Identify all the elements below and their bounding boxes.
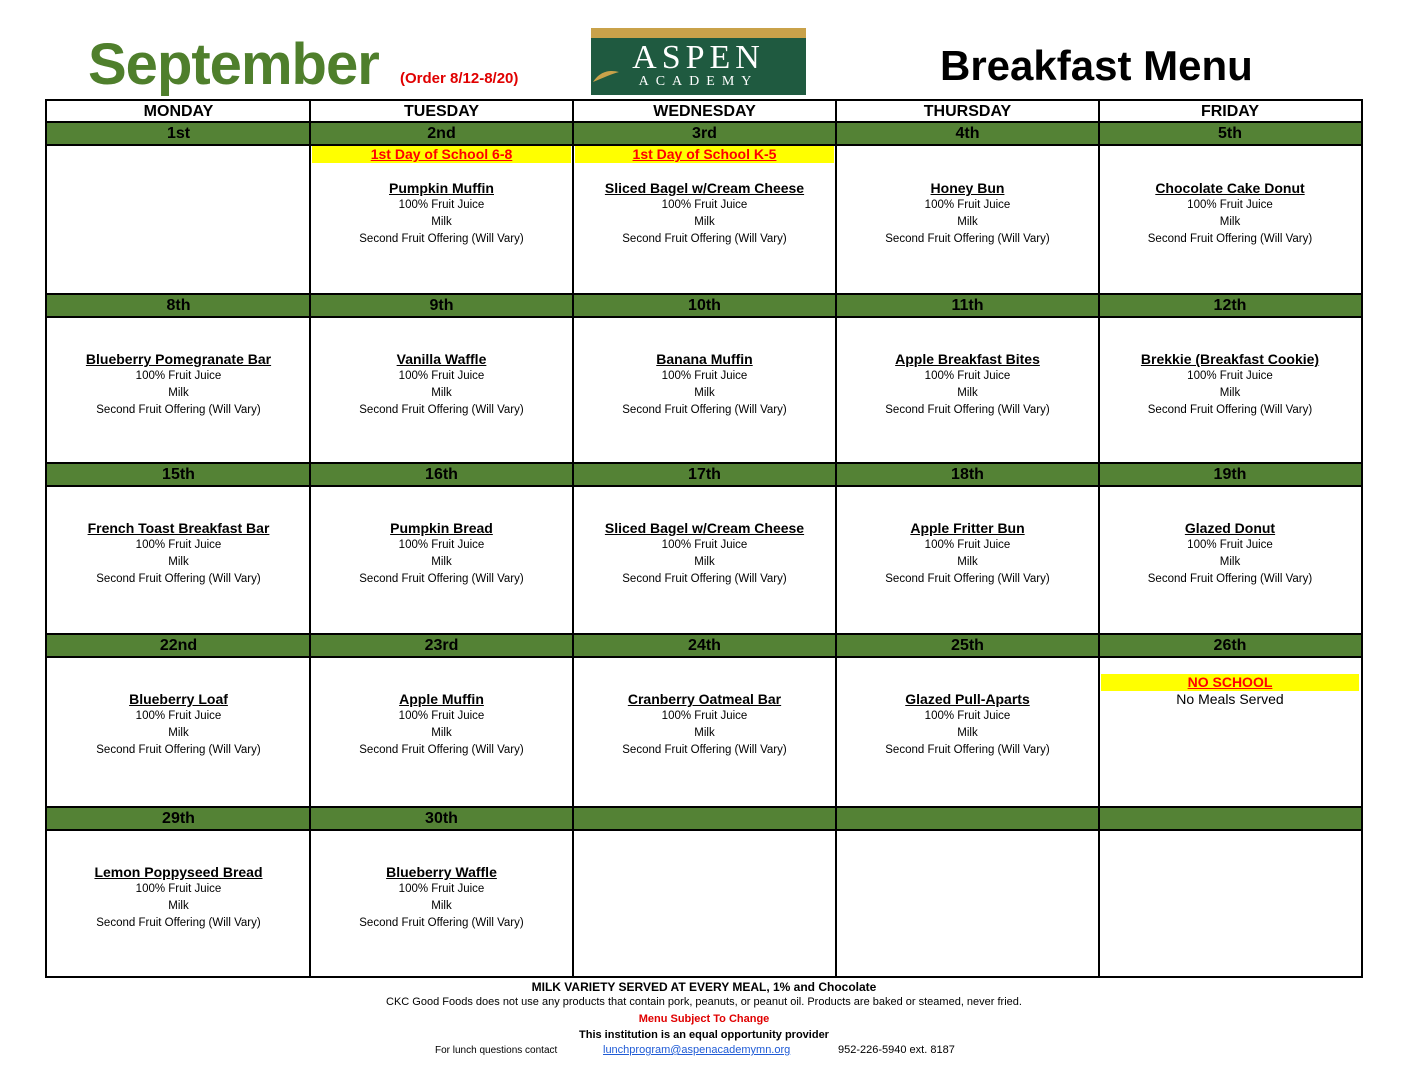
menu-side-item: Second Fruit Offering (Will Vary) — [359, 917, 524, 929]
menu-side-item: Second Fruit Offering (Will Vary) — [359, 233, 524, 245]
no-meals-note: No Meals Served — [1176, 691, 1284, 707]
menu-cell — [836, 831, 1099, 976]
logo-text-aspen: ASPEN — [632, 39, 765, 76]
menu-item-name: Glazed Donut — [1184, 520, 1276, 536]
menu-side-item: Milk — [694, 216, 715, 228]
contact-phone: 952-226-5940 ext. 8187 — [838, 1044, 955, 1056]
menu-cell — [47, 318, 310, 462]
grid-line — [1098, 101, 1100, 976]
equal-opportunity-note: This institution is an equal opportunity provider — [579, 1029, 829, 1041]
menu-side-item: Second Fruit Offering (Will Vary) — [359, 573, 524, 585]
menu-cell — [1099, 146, 1361, 293]
menu-change-note: Menu Subject To Change — [638, 1013, 770, 1025]
menu-side-item: 100% Fruit Juice — [135, 883, 222, 895]
menu-side-item: 100% Fruit Juice — [135, 370, 222, 382]
menu-side-item: Milk — [957, 556, 978, 568]
menu-side-item: Milk — [957, 216, 978, 228]
special-day-banner: 1st Day of School K-5 — [575, 146, 834, 163]
logo-gold-band — [591, 28, 806, 38]
menu-side-item: 100% Fruit Juice — [1187, 539, 1273, 551]
menu-side-item: Milk — [694, 387, 715, 399]
menu-item-name: Honey Bun — [930, 180, 1005, 196]
day-header-wednesday: WEDNESDAY — [653, 103, 756, 120]
menu-side-item: Second Fruit Offering (Will Vary) — [1147, 404, 1313, 416]
menu-cell — [47, 658, 310, 806]
menu-cell — [836, 658, 1099, 806]
calendar-grid — [45, 99, 1363, 978]
menu-item-name: French Toast Breakfast Bar — [87, 520, 270, 536]
menu-side-item: Second Fruit Offering (Will Vary) — [96, 917, 261, 929]
menu-item-name: Vanilla Waffle — [396, 351, 487, 367]
date-label: 24th — [573, 635, 836, 656]
allergen-disclaimer: CKC Good Foods does not use any products that contain pork, peanuts, or peanut oil. Products are baked or steamed, never fried. — [386, 996, 1022, 1008]
menu-side-item: 100% Fruit Juice — [398, 370, 485, 382]
menu-cell — [310, 318, 573, 462]
date-label: 17th — [573, 464, 836, 485]
menu-side-item: Milk — [168, 387, 189, 399]
date-label: 11th — [836, 295, 1099, 316]
menu-item-name: Blueberry Loaf — [129, 691, 228, 707]
menu-side-item: Milk — [431, 216, 452, 228]
date-label: 2nd — [310, 123, 573, 144]
menu-side-item: Second Fruit Offering (Will Vary) — [359, 404, 524, 416]
menu-side-item: Milk — [431, 900, 452, 912]
menu-item-name: Apple Fritter Bun — [910, 520, 1025, 536]
menu-side-item: 100% Fruit Juice — [924, 370, 1011, 382]
menu-side-item: Second Fruit Offering (Will Vary) — [885, 744, 1050, 756]
date-label: 1st — [47, 123, 310, 144]
menu-cell — [1099, 831, 1361, 976]
menu-side-item: Milk — [694, 556, 715, 568]
menu-cell — [310, 146, 573, 293]
date-label — [573, 808, 836, 829]
menu-cell — [1099, 658, 1361, 806]
date-label — [836, 808, 1099, 829]
special-day-banner: 1st Day of School 6-8 — [312, 146, 571, 163]
date-label: 30th — [310, 808, 573, 829]
menu-side-item: Milk — [168, 727, 189, 739]
menu-item-name: Sliced Bagel w/Cream Cheese — [604, 520, 805, 536]
day-header-tuesday: TUESDAY — [404, 103, 479, 120]
no-school-banner: NO SCHOOL — [1101, 674, 1359, 691]
grid-line — [309, 101, 311, 976]
menu-side-item: 100% Fruit Juice — [1187, 199, 1273, 211]
menu-side-item: 100% Fruit Juice — [135, 539, 222, 551]
date-label: 25th — [836, 635, 1099, 656]
menu-side-item: Milk — [1219, 556, 1241, 568]
menu-cell — [1099, 487, 1361, 633]
contact-email-link[interactable]: lunchprogram@aspenacademymn.org — [603, 1044, 791, 1056]
menu-side-item: 100% Fruit Juice — [661, 370, 748, 382]
menu-side-item: 100% Fruit Juice — [135, 710, 222, 722]
date-label — [1099, 808, 1361, 829]
menu-cell — [47, 146, 310, 293]
date-label: 26th — [1099, 635, 1361, 656]
menu-side-item: 100% Fruit Juice — [1187, 370, 1273, 382]
menu-side-item: Milk — [1219, 387, 1241, 399]
day-header-thursday: THURSDAY — [923, 103, 1012, 120]
date-label: 3rd — [573, 123, 836, 144]
menu-side-item: Second Fruit Offering (Will Vary) — [622, 233, 787, 245]
menu-side-item: Second Fruit Offering (Will Vary) — [96, 744, 261, 756]
month-title: September — [88, 32, 379, 97]
menu-item-name: Apple Breakfast Bites — [895, 351, 1040, 367]
menu-side-item: 100% Fruit Juice — [398, 199, 485, 211]
date-label: 10th — [573, 295, 836, 316]
school-logo — [591, 28, 806, 95]
menu-cell — [47, 487, 310, 633]
date-label: 8th — [47, 295, 310, 316]
grid-line — [572, 101, 574, 976]
menu-side-item: 100% Fruit Juice — [398, 539, 485, 551]
menu-item-name: Blueberry Waffle — [386, 864, 497, 880]
menu-side-item: Milk — [957, 727, 978, 739]
contact-label: For lunch questions contact — [435, 1045, 558, 1056]
menu-side-item: 100% Fruit Juice — [661, 710, 748, 722]
menu-cell — [1099, 318, 1361, 462]
menu-side-item: Second Fruit Offering (Will Vary) — [1147, 573, 1313, 585]
menu-side-item: Second Fruit Offering (Will Vary) — [96, 404, 261, 416]
menu-side-item: 100% Fruit Juice — [924, 710, 1011, 722]
menu-item-name: Brekkie (Breakfast Cookie) — [1140, 351, 1320, 367]
menu-side-item: Milk — [431, 556, 452, 568]
menu-item-name: Chocolate Cake Donut — [1155, 180, 1305, 196]
menu-cell — [573, 658, 836, 806]
menu-side-item: Milk — [694, 727, 715, 739]
date-label: 15th — [47, 464, 310, 485]
menu-side-item: Milk — [168, 556, 189, 568]
menu-cell — [573, 146, 836, 293]
menu-side-item: Second Fruit Offering (Will Vary) — [622, 404, 787, 416]
menu-side-item: 100% Fruit Juice — [924, 199, 1011, 211]
date-label: 19th — [1099, 464, 1361, 485]
order-window-note: (Order 8/12-8/20) — [400, 70, 519, 87]
date-label: 12th — [1099, 295, 1361, 316]
menu-side-item: Second Fruit Offering (Will Vary) — [885, 573, 1050, 585]
day-header-friday: FRIDAY — [1200, 103, 1260, 120]
menu-side-item: Second Fruit Offering (Will Vary) — [359, 744, 524, 756]
menu-side-item: 100% Fruit Juice — [661, 539, 748, 551]
menu-side-item: 100% Fruit Juice — [924, 539, 1011, 551]
menu-side-item: Milk — [431, 727, 452, 739]
menu-side-item: Second Fruit Offering (Will Vary) — [96, 573, 261, 585]
menu-cell — [573, 831, 836, 976]
menu-cell — [310, 487, 573, 633]
menu-item-name: Pumpkin Muffin — [389, 180, 494, 196]
date-label: 5th — [1099, 123, 1361, 144]
menu-item-name: Apple Muffin — [399, 691, 484, 707]
menu-cell — [836, 318, 1099, 462]
date-label: 4th — [836, 123, 1099, 144]
date-label: 18th — [836, 464, 1099, 485]
menu-item-name: Blueberry Pomegranate Bar — [85, 351, 272, 367]
menu-cell — [573, 318, 836, 462]
menu-side-item: 100% Fruit Juice — [661, 199, 748, 211]
day-header-monday: MONDAY — [143, 103, 214, 120]
menu-side-item: Second Fruit Offering (Will Vary) — [622, 573, 787, 585]
menu-cell — [310, 831, 573, 976]
menu-item-name: Sliced Bagel w/Cream Cheese — [604, 180, 805, 196]
menu-side-item: Second Fruit Offering (Will Vary) — [1147, 233, 1313, 245]
menu-item-name: Banana Muffin — [656, 351, 753, 367]
menu-side-item: Milk — [431, 387, 452, 399]
menu-side-item: 100% Fruit Juice — [398, 883, 485, 895]
menu-cell — [47, 831, 310, 976]
menu-side-item: Second Fruit Offering (Will Vary) — [885, 233, 1050, 245]
menu-side-item: Second Fruit Offering (Will Vary) — [622, 744, 787, 756]
logo-text-academy: ACADEMY — [638, 74, 759, 89]
menu-cell — [836, 487, 1099, 633]
menu-side-item: 100% Fruit Juice — [398, 710, 485, 722]
menu-item-name: Pumpkin Bread — [390, 520, 493, 536]
menu-cell — [310, 658, 573, 806]
date-label: 9th — [310, 295, 573, 316]
menu-side-item: Milk — [1219, 216, 1241, 228]
menu-side-item: Milk — [957, 387, 978, 399]
menu-title: Breakfast Menu — [940, 42, 1253, 89]
menu-cell — [573, 487, 836, 633]
menu-item-name: Cranberry Oatmeal Bar — [627, 691, 782, 707]
grid-line — [835, 101, 837, 976]
date-label: 23rd — [310, 635, 573, 656]
menu-side-item: Milk — [168, 900, 189, 912]
menu-side-item: Second Fruit Offering (Will Vary) — [885, 404, 1050, 416]
menu-item-name: Lemon Poppyseed Bread — [94, 864, 263, 880]
menu-cell — [836, 146, 1099, 293]
date-label: 22nd — [47, 635, 310, 656]
menu-item-name: Glazed Pull-Aparts — [905, 691, 1030, 707]
milk-variety-note: MILK VARIETY SERVED AT EVERY MEAL, 1% and Chocolate — [531, 980, 877, 994]
date-label: 29th — [47, 808, 310, 829]
date-label: 16th — [310, 464, 573, 485]
